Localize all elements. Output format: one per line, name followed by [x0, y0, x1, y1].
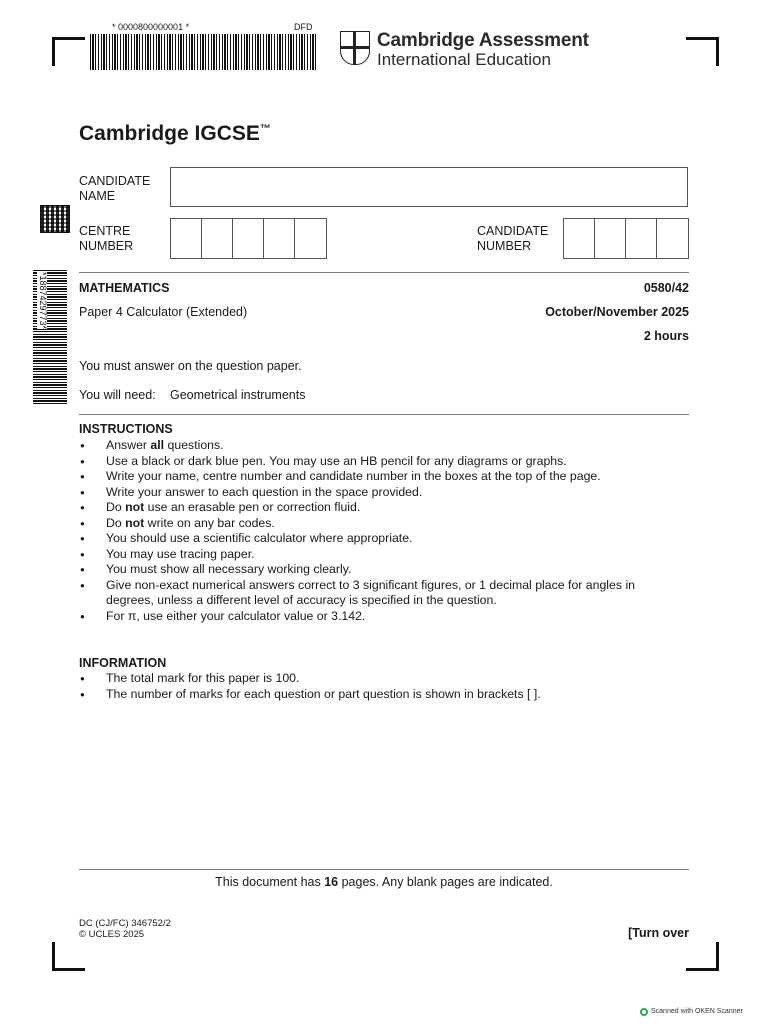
qr-code	[40, 205, 70, 233]
scanner-watermark: Scanned with OKEN Scanner	[651, 1008, 743, 1015]
instruction-item: ● Answer all questions.	[79, 438, 679, 454]
crop-mark-top-right	[686, 37, 719, 66]
candidate-name-box[interactable]	[170, 167, 688, 207]
crop-mark-bottom-right	[686, 942, 719, 971]
instruction-item: ● Write your answer to each question in the space provided.	[79, 485, 679, 501]
divider-3	[79, 869, 689, 870]
paper-name: Paper 4 Calculator (Extended)	[79, 305, 248, 319]
cambridge-crest-icon	[340, 31, 370, 65]
instruction-item: ● Do not write on any bar codes.	[79, 516, 679, 532]
candidate-number-boxes[interactable]	[563, 218, 689, 259]
barcode-number: * 0000800000001 *	[112, 22, 190, 32]
instruction-item: ● You may use tracing paper.	[79, 547, 679, 563]
dfd-code: DFD	[294, 22, 313, 32]
page-count-note: This document has 16 pages. Any blank pages are indicated.	[215, 875, 553, 889]
logo-line-2: International Education	[377, 50, 551, 69]
instructions-heading: INSTRUCTIONS	[79, 422, 173, 436]
top-barcode	[90, 34, 318, 70]
instruction-item: ● Do not use an erasable pen or correction fluid.	[79, 500, 679, 516]
instructions-list	[79, 438, 679, 624]
document-reference: DC (CJ/FC) 346752/2 © UCLES 2025	[79, 918, 171, 940]
information-heading: INFORMATION	[79, 656, 167, 670]
instruction-item: ● You should use a scientific calculator where appropriate.	[79, 531, 679, 547]
instruction-item: ● You must show all necessary working clearly.	[79, 562, 679, 578]
you-will-need-label: You will need:	[79, 388, 156, 402]
crop-mark-top-left	[52, 37, 85, 66]
information-list	[79, 671, 679, 702]
paper-code: 0580/42	[643, 281, 689, 295]
answer-instruction: You must answer on the question paper.	[79, 359, 302, 373]
instruction-item: ● Give non-exact numerical answers correct to 3 significant figures, or 1 decimal place for angles in degrees, unless a different level of accuracy is specified in the question.	[79, 578, 679, 609]
subject-name: MATHEMATICS	[79, 281, 170, 295]
information-item: ● The number of marks for each question or part question is shown in brackets [ ].	[79, 687, 679, 703]
candidate-number-label: CANDIDATE NUMBER	[477, 224, 549, 253]
crop-mark-bottom-left	[52, 942, 85, 971]
instruction-item: ● Write your name, centre number and candidate number in the boxes at the top of the page.	[79, 469, 679, 485]
side-barcode-digits: *1887429773*	[38, 272, 48, 330]
candidate-name-label: CANDIDATE NAME	[79, 174, 151, 203]
divider-1	[79, 272, 689, 273]
you-will-need-value: Geometrical instruments	[170, 388, 306, 402]
exam-duration: 2 hours	[643, 329, 689, 343]
qualification-title: Cambridge IGCSE™	[79, 122, 271, 145]
centre-number-label: CENTRE NUMBER	[79, 224, 134, 253]
instruction-item: ● Use a black or dark blue pen. You may use an HB pencil for any diagrams or graphs.	[79, 454, 679, 470]
logo-line-1: Cambridge Assessment	[377, 30, 589, 51]
turn-over: [Turn over	[628, 926, 689, 940]
scanner-logo-icon	[640, 1008, 648, 1016]
centre-number-boxes[interactable]	[170, 218, 327, 259]
divider-2	[79, 414, 689, 415]
instruction-item: ● For π, use either your calculator value or 3.142.	[79, 609, 679, 625]
exam-session: October/November 2025	[545, 305, 689, 319]
information-item: ● The total mark for this paper is 100.	[79, 671, 679, 687]
